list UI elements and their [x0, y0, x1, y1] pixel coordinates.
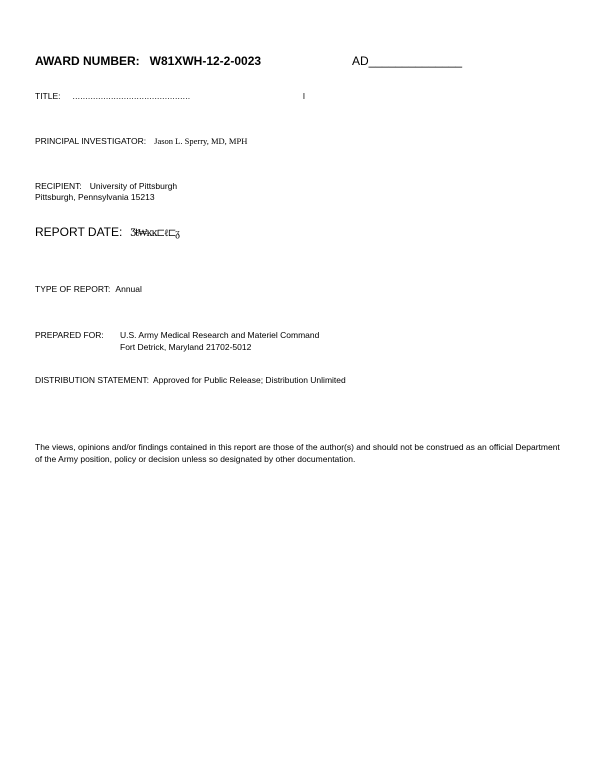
- prepared-for-location: Fort Detrick, Maryland 21702-5012: [120, 342, 252, 352]
- title-bar: l: [303, 91, 305, 101]
- disclaimer-paragraph: The views, opinions and/or findings contained in this report are those of the author(s) and should not be construed as an official Department of the Army position, policy or decision unless so designated by other documentation.: [35, 442, 560, 464]
- recipient-city: Pittsburgh, Pennsylvania 15213: [35, 192, 155, 202]
- title-label: TITLE:: [35, 91, 61, 101]
- award-number-label: AWARD NUMBER:: [35, 54, 140, 68]
- distribution-statement-value: Approved for Public Release; Distribution Unlimited: [152, 375, 346, 385]
- report-type-label: TYPE OF REPORT:: [35, 284, 111, 294]
- ad-number-field: AD______________: [352, 54, 463, 68]
- title-dots: ..............................................: [72, 91, 191, 101]
- principal-investigator-label: PRINCIPAL INVESTIGATOR:: [35, 136, 147, 146]
- report-date-row: [35, 225, 179, 239]
- prepared-for-organization: U.S. Army Medical Research and Materiel Command: [120, 330, 320, 340]
- recipient-block: [35, 181, 177, 203]
- award-number-value: W81XWH-12-2-0023: [149, 54, 262, 68]
- title-row: [35, 91, 305, 101]
- report-type-row: [35, 284, 142, 294]
- report-date-label: REPORT DATE:: [35, 225, 123, 239]
- distribution-statement-label: DISTRIBUTION STATEMENT:: [35, 375, 149, 385]
- principal-investigator-row: [35, 136, 247, 146]
- prepared-for-block: [35, 329, 320, 352]
- distribution-statement-row: [35, 375, 346, 385]
- recipient-institution: University of Pittsburgh: [89, 181, 178, 191]
- report-type-value: Annual: [115, 284, 142, 294]
- principal-investigator-name: Jason L. Sperry, MD, MPH: [154, 136, 248, 146]
- prepared-for-label: PREPARED FOR:: [35, 330, 104, 340]
- recipient-label: RECIPIENT:: [35, 181, 82, 191]
- award-number: [35, 54, 261, 68]
- report-date-value: Ʒŧ₩ĸĸ⊏ℓ⊏ᵹ: [130, 228, 180, 239]
